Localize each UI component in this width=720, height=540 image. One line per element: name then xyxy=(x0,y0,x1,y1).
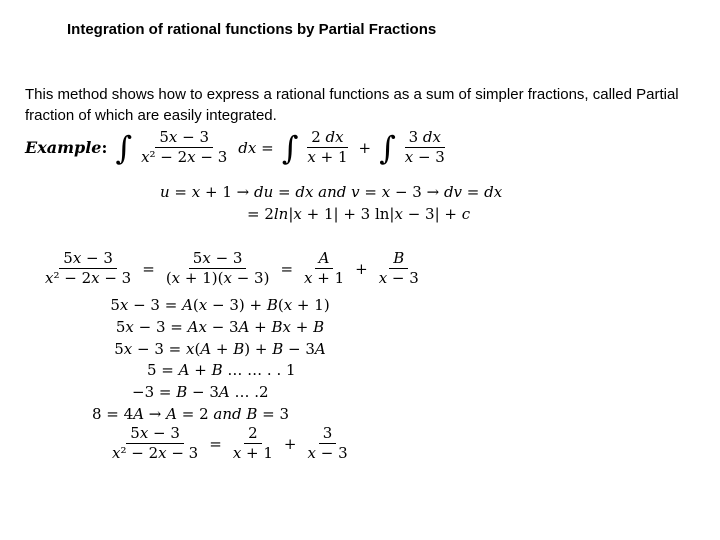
plus-sign: + xyxy=(283,434,297,453)
final-fraction-2 xyxy=(304,424,352,463)
decomp-fraction-4 xyxy=(375,249,423,288)
final-numerator-lhs: 5𝑥 − 3 xyxy=(126,424,184,444)
final-denominator-1: 𝑥 + 1 xyxy=(232,444,273,462)
equals-sign: = xyxy=(142,259,155,278)
decomp-numerator-4: 𝐵 xyxy=(389,249,408,269)
final-equation xyxy=(105,424,355,463)
integral-sign: ∫ xyxy=(281,128,299,167)
decomp-fraction-1 xyxy=(41,249,135,288)
example-equation xyxy=(25,128,452,167)
decomp-denominator-1: 𝑥² − 2𝑥 − 3 xyxy=(45,269,132,287)
decomp-numerator-1: 5𝑥 − 3 xyxy=(59,249,117,269)
final-fraction-lhs xyxy=(108,424,202,463)
equals-sign: = xyxy=(209,434,222,453)
decomp-fraction-2 xyxy=(162,249,274,288)
step-line: 5𝑥 − 3 = 𝑥(𝐴 + 𝐵) + 𝐵 − 3𝐴 xyxy=(114,340,326,358)
final-denominator-lhs: 𝑥² − 2𝑥 − 3 xyxy=(112,444,199,462)
example-label: Example: xyxy=(25,138,108,157)
integral-sign: ∫ xyxy=(379,128,396,167)
term-two-numerator: 3 𝑑𝑥 xyxy=(405,128,445,148)
step-line: 8 = 4𝐴 → 𝐴 = 2 𝑎𝑛𝑑 𝐵 = 3 xyxy=(92,405,290,423)
decomp-numerator-3: 𝐴 xyxy=(315,249,334,269)
integrand-numerator: 5𝑥 − 3 xyxy=(155,128,213,148)
decomp-denominator-4: 𝑥 − 3 xyxy=(378,269,419,287)
integral-result: = 2𝑙𝑛|𝑥 + 1| + 3 ln|𝑥 − 3| + 𝑐 xyxy=(247,205,471,223)
final-numerator-2: 3 xyxy=(319,424,337,444)
term-one-denominator: 𝑥 + 1 xyxy=(307,148,348,166)
integral-sign: ∫ xyxy=(115,128,133,167)
step-line: 5𝑥 − 3 = 𝐴𝑥 − 3𝐴 + 𝐵𝑥 + 𝐵 xyxy=(115,318,325,336)
term-one-numerator: 2 𝑑𝑥 xyxy=(307,128,347,148)
decomp-denominator-3: 𝑥 + 1 xyxy=(304,269,345,287)
term-one-fraction xyxy=(303,128,351,167)
step-line: −3 = 𝐵 − 3𝐴 … .2 xyxy=(132,383,269,401)
decomp-numerator-2: 5𝑥 − 3 xyxy=(189,249,247,269)
decomp-denominator-2: (𝑥 + 1)(𝑥 − 3) xyxy=(165,269,270,287)
decomp-fraction-3 xyxy=(300,249,348,288)
integrand-fraction xyxy=(137,128,231,167)
equals-sign: = xyxy=(280,259,294,278)
plus-sign: + xyxy=(355,259,368,278)
final-numerator-1: 2 xyxy=(244,424,262,444)
final-fraction-1 xyxy=(229,424,277,463)
term-two-denominator: 𝑥 − 3 xyxy=(404,148,445,166)
slide-title: Integration of rational functions by Partial Fractions xyxy=(67,21,437,38)
step-line: 5𝑥 − 3 = 𝐴(𝑥 − 3) + 𝐵(𝑥 + 1) xyxy=(110,296,330,314)
decomposition-equation xyxy=(38,249,426,288)
substitution-line: 𝑢 = 𝑥 + 1 → 𝑑𝑢 = 𝑑𝑥 𝑎𝑛𝑑 𝑣 = 𝑥 − 3 → 𝑑𝑣 = 𝑑𝑥 xyxy=(160,183,503,201)
plus-sign: + xyxy=(358,138,372,157)
integrand-denominator: 𝑥² − 2𝑥 − 3 xyxy=(141,148,228,166)
term-two-fraction xyxy=(401,128,449,167)
intro-paragraph: This method shows how to express a rational functions as a sum of simpler fractions, called Partial fraction of which are easily integrated. xyxy=(25,86,679,124)
dx-equals: 𝑑𝑥 = xyxy=(238,138,274,157)
step-line: 5 = 𝐴 + 𝐵 … … . . 1 xyxy=(147,361,296,379)
final-denominator-2: 𝑥 − 3 xyxy=(307,444,348,462)
